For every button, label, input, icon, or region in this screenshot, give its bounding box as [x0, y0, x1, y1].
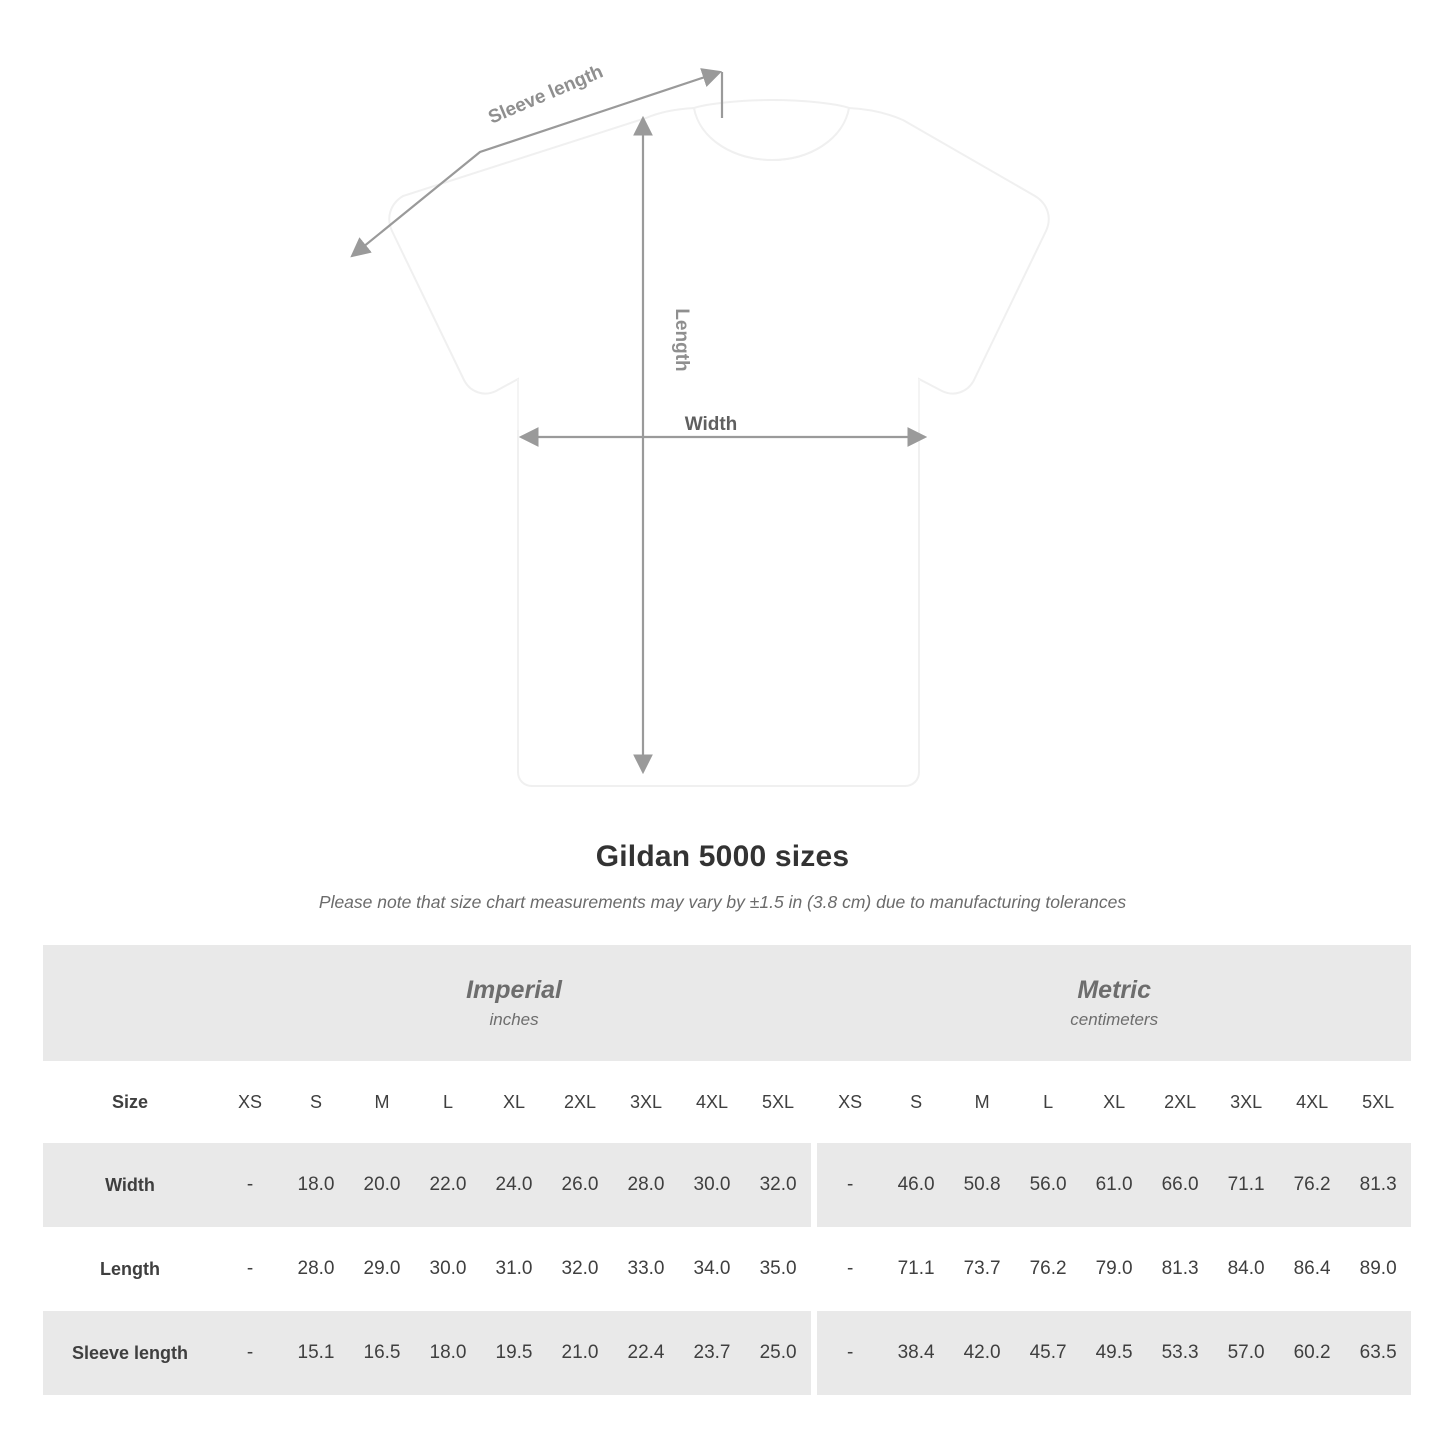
cell-length-imperial-s: 28.0: [283, 1227, 349, 1311]
size-header-2xl: 2XL: [547, 1061, 613, 1143]
cell-width-metric-l: 56.0: [1015, 1143, 1081, 1227]
chart-title-block: [0, 840, 1445, 913]
unit-group-subtitle: inches: [489, 1010, 539, 1030]
cell-width-imperial-l: 22.0: [415, 1143, 481, 1227]
cell-width-metric-s: 46.0: [883, 1143, 949, 1227]
cell-width-metric-5xl: 81.3: [1345, 1143, 1411, 1227]
cell-sleeve-length-metric-m: 42.0: [949, 1311, 1015, 1395]
cell-length-imperial-3xl: 33.0: [613, 1227, 679, 1311]
cell-length-imperial-5xl: 35.0: [745, 1227, 811, 1311]
cell-width-metric-4xl: 76.2: [1279, 1143, 1345, 1227]
unit-group-imperial: [217, 945, 811, 1061]
cell-length-imperial-xs: -: [217, 1227, 283, 1311]
table-row: [43, 1143, 1411, 1227]
size-header-row: [43, 1061, 1411, 1143]
cell-sleeve-length-metric-4xl: 60.2: [1279, 1311, 1345, 1395]
cell-length-metric-2xl: 81.3: [1147, 1227, 1213, 1311]
page-title: Gildan 5000 sizes: [595, 840, 850, 873]
cell-sleeve-length-metric-s: 38.4: [883, 1311, 949, 1395]
size-header-l: L: [1015, 1061, 1081, 1143]
cell-length-metric-s: 71.1: [883, 1227, 949, 1311]
cell-length-metric-xs: -: [817, 1227, 883, 1311]
cell-width-imperial-4xl: 30.0: [679, 1143, 745, 1227]
size-header-4xl: 4XL: [679, 1061, 745, 1143]
size-header-m: M: [349, 1061, 415, 1143]
cell-width-metric-xl: 61.0: [1081, 1143, 1147, 1227]
size-header-5xl: 5XL: [745, 1061, 811, 1143]
cell-sleeve-length-metric-l: 45.7: [1015, 1311, 1081, 1395]
size-header-4xl: 4XL: [1279, 1061, 1345, 1143]
cell-sleeve-length-metric-xl: 49.5: [1081, 1311, 1147, 1395]
row-label-width: Width: [43, 1143, 217, 1227]
cell-length-imperial-m: 29.0: [349, 1227, 415, 1311]
size-header-3xl: 3XL: [613, 1061, 679, 1143]
unit-group-metric: [817, 945, 1411, 1061]
width-label: Width: [684, 414, 738, 435]
cell-width-imperial-3xl: 28.0: [613, 1143, 679, 1227]
cell-length-imperial-2xl: 32.0: [547, 1227, 613, 1311]
tolerance-note: Please note that size chart measurements may vary by ±1.5 in (3.8 cm) due to manufacturing tolerances: [318, 892, 1127, 912]
unit-group-subtitle: centimeters: [1070, 1010, 1159, 1030]
cell-width-imperial-2xl: 26.0: [547, 1143, 613, 1227]
size-header-xs: XS: [217, 1061, 283, 1143]
cell-width-imperial-5xl: 32.0: [745, 1143, 811, 1227]
cell-length-metric-xl: 79.0: [1081, 1227, 1147, 1311]
cell-sleeve-length-imperial-xs: -: [217, 1311, 283, 1395]
cell-width-metric-m: 50.8: [949, 1143, 1015, 1227]
cell-length-metric-3xl: 84.0: [1213, 1227, 1279, 1311]
cell-sleeve-length-imperial-xl: 19.5: [481, 1311, 547, 1395]
size-header-5xl: 5XL: [1345, 1061, 1411, 1143]
unit-row-corner: [43, 945, 217, 1061]
size-header-3xl: 3XL: [1213, 1061, 1279, 1143]
table-row: [43, 1311, 1411, 1395]
cell-sleeve-length-imperial-l: 18.0: [415, 1311, 481, 1395]
cell-length-metric-m: 73.7: [949, 1227, 1015, 1311]
length-label: Length: [671, 308, 692, 372]
cell-width-imperial-xs: -: [217, 1143, 283, 1227]
cell-length-imperial-4xl: 34.0: [679, 1227, 745, 1311]
size-header-label: Size: [43, 1061, 217, 1143]
unit-group-name: Imperial: [466, 975, 562, 1004]
cell-sleeve-length-imperial-s: 15.1: [283, 1311, 349, 1395]
cell-length-metric-l: 76.2: [1015, 1227, 1081, 1311]
cell-sleeve-length-imperial-5xl: 25.0: [745, 1311, 811, 1395]
size-header-s: S: [883, 1061, 949, 1143]
size-header-s: S: [283, 1061, 349, 1143]
cell-sleeve-length-imperial-2xl: 21.0: [547, 1311, 613, 1395]
cell-sleeve-length-imperial-3xl: 22.4: [613, 1311, 679, 1395]
table-row: [43, 1227, 1411, 1311]
unit-group-row: [43, 945, 1411, 1061]
cell-width-metric-2xl: 66.0: [1147, 1143, 1213, 1227]
size-chart-table-wrap: [43, 945, 1402, 1395]
cell-width-imperial-m: 20.0: [349, 1143, 415, 1227]
cell-sleeve-length-metric-2xl: 53.3: [1147, 1311, 1213, 1395]
cell-sleeve-length-metric-xs: -: [817, 1311, 883, 1395]
cell-sleeve-length-metric-3xl: 57.0: [1213, 1311, 1279, 1395]
sleeve-length-label: Sleeve length: [485, 61, 607, 129]
cell-length-metric-5xl: 89.0: [1345, 1227, 1411, 1311]
cell-sleeve-length-imperial-m: 16.5: [349, 1311, 415, 1395]
cell-length-imperial-l: 30.0: [415, 1227, 481, 1311]
size-chart-table: [43, 945, 1411, 1395]
row-label-sleeve-length: Sleeve length: [43, 1311, 217, 1395]
cell-width-imperial-s: 18.0: [283, 1143, 349, 1227]
size-header-m: M: [949, 1061, 1015, 1143]
row-label-length: Length: [43, 1227, 217, 1311]
cell-width-imperial-xl: 24.0: [481, 1143, 547, 1227]
tshirt-shape: [389, 100, 1048, 786]
cell-width-metric-3xl: 71.1: [1213, 1143, 1279, 1227]
cell-sleeve-length-imperial-4xl: 23.7: [679, 1311, 745, 1395]
unit-group-name: Metric: [1077, 975, 1151, 1004]
size-header-xs: XS: [817, 1061, 883, 1143]
cell-sleeve-length-metric-5xl: 63.5: [1345, 1311, 1411, 1395]
cell-width-metric-xs: -: [817, 1143, 883, 1227]
size-header-l: L: [415, 1061, 481, 1143]
cell-length-metric-4xl: 86.4: [1279, 1227, 1345, 1311]
size-header-xl: XL: [481, 1061, 547, 1143]
cell-length-imperial-xl: 31.0: [481, 1227, 547, 1311]
size-header-2xl: 2XL: [1147, 1061, 1213, 1143]
size-header-xl: XL: [1081, 1061, 1147, 1143]
